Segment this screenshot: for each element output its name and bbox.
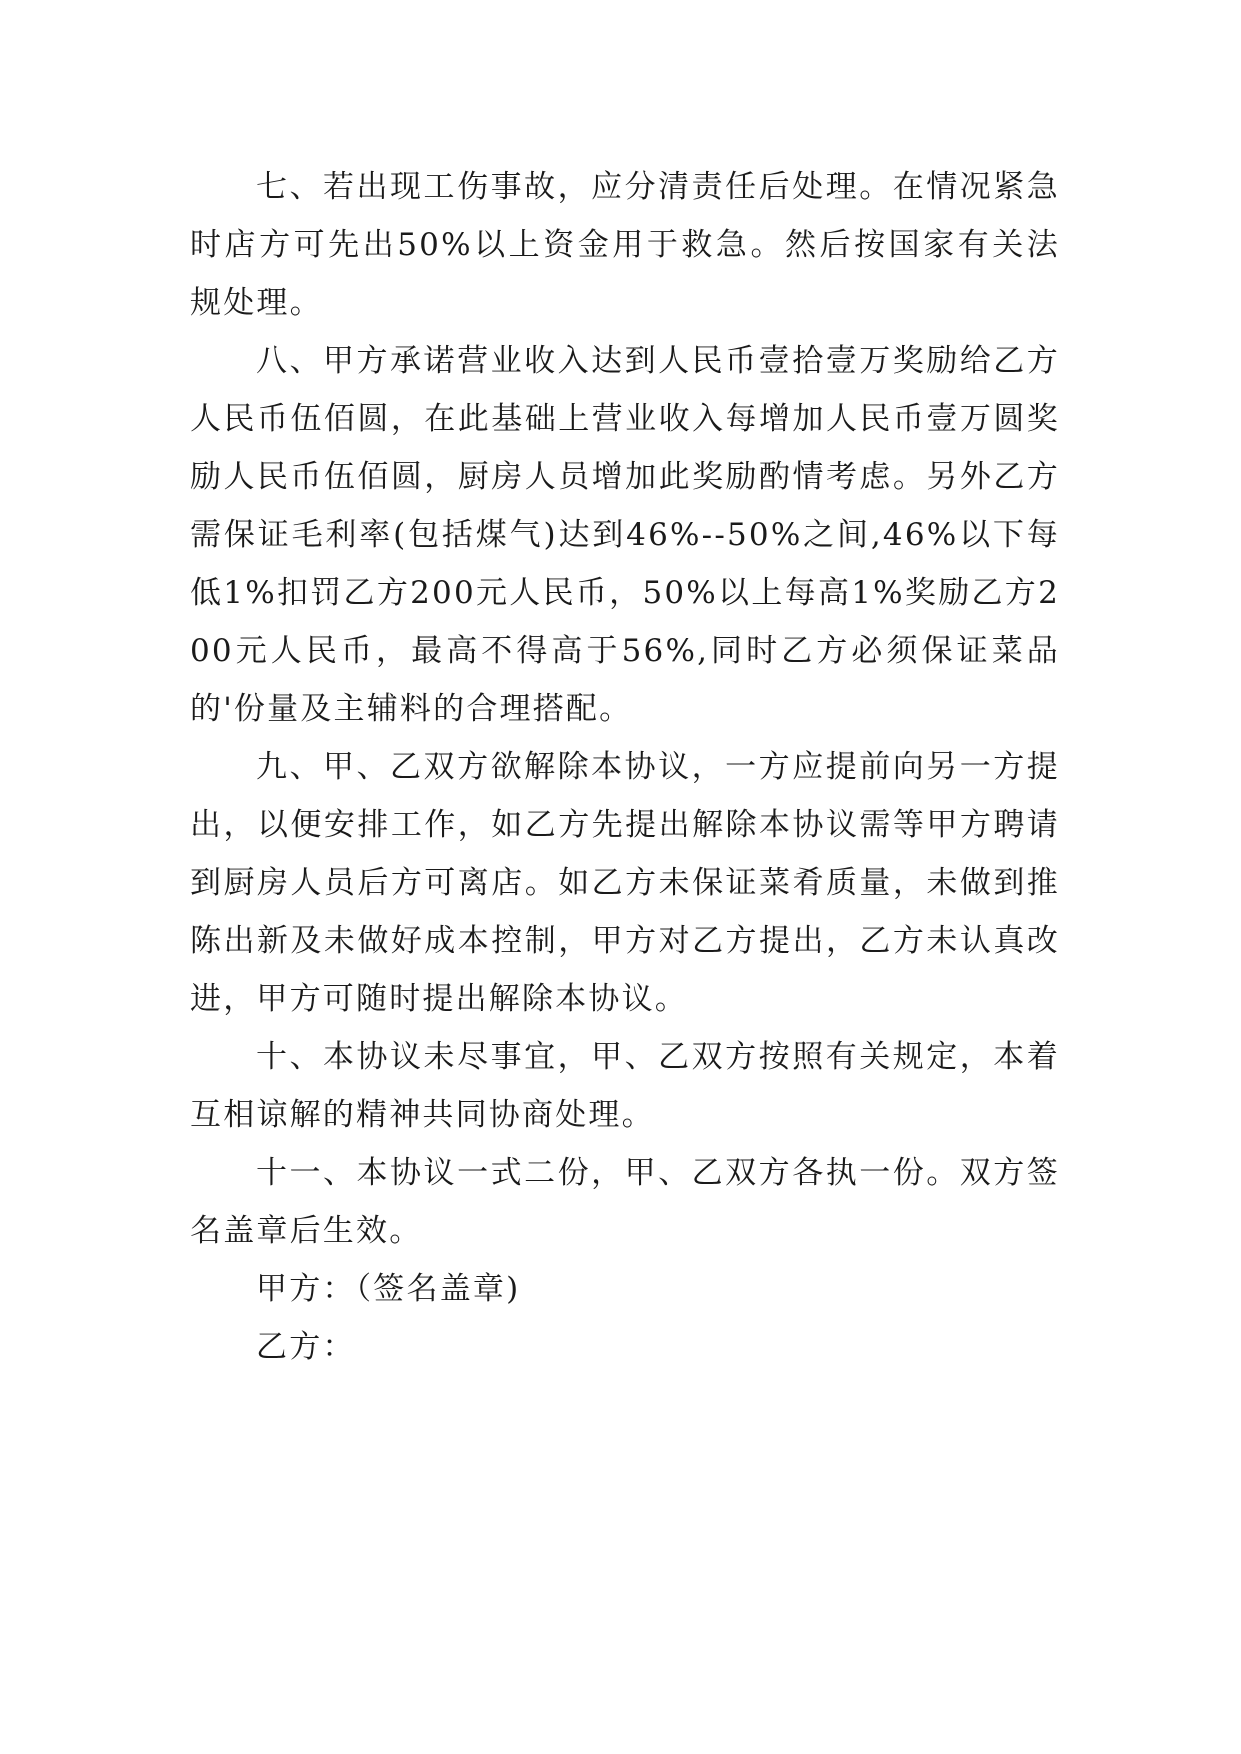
document-body xyxy=(190,158,1060,1376)
party-a-signature: 甲方：（签名盖章) xyxy=(256,1271,521,1307)
clause-7: 七、若出现工伤事故，应分清责任后处理。在情况紧急时店方可先出50%以上资金用于救急。然后按国家有关法规处理。 xyxy=(190,169,1060,321)
clause-8: 八、甲方承诺营业收入达到人民币壹拾壹万奖励给乙方人民币伍佰圆，在此基础上营业收入每增加人民币壹万圆奖励人民币伍佰圆，厨房人员增加此奖励酌情考虑。另外乙方需保证毛利率(包括煤气)达到46%--50%之间,46%以下每低1%扣罚乙方200元人民币，50%以上每高1%奖励乙方200元人民币，最高不得高于56%,同时乙方必须保证菜品的'份量及主辅料的合理搭配。 xyxy=(190,343,1060,727)
clause-11: 十一、本协议一式二份，甲、乙双方各执一份。双方签名盖章后生效。 xyxy=(190,1155,1060,1249)
clause-10: 十、本协议未尽事宜，甲、乙双方按照有关规定，本着互相谅解的精神共同协商处理。 xyxy=(190,1039,1060,1133)
clause-9: 九、甲、乙双方欲解除本协议，一方应提前向另一方提出，以便安排工作，如乙方先提出解除本协议需等甲方聘请到厨房人员后方可离店。如乙方未保证菜肴质量，未做到推陈出新及未做好成本控制，甲方对乙方提出，乙方未认真改进，甲方可随时提出解除本协议。 xyxy=(190,749,1060,1017)
party-b-signature: 乙方： xyxy=(256,1329,356,1365)
